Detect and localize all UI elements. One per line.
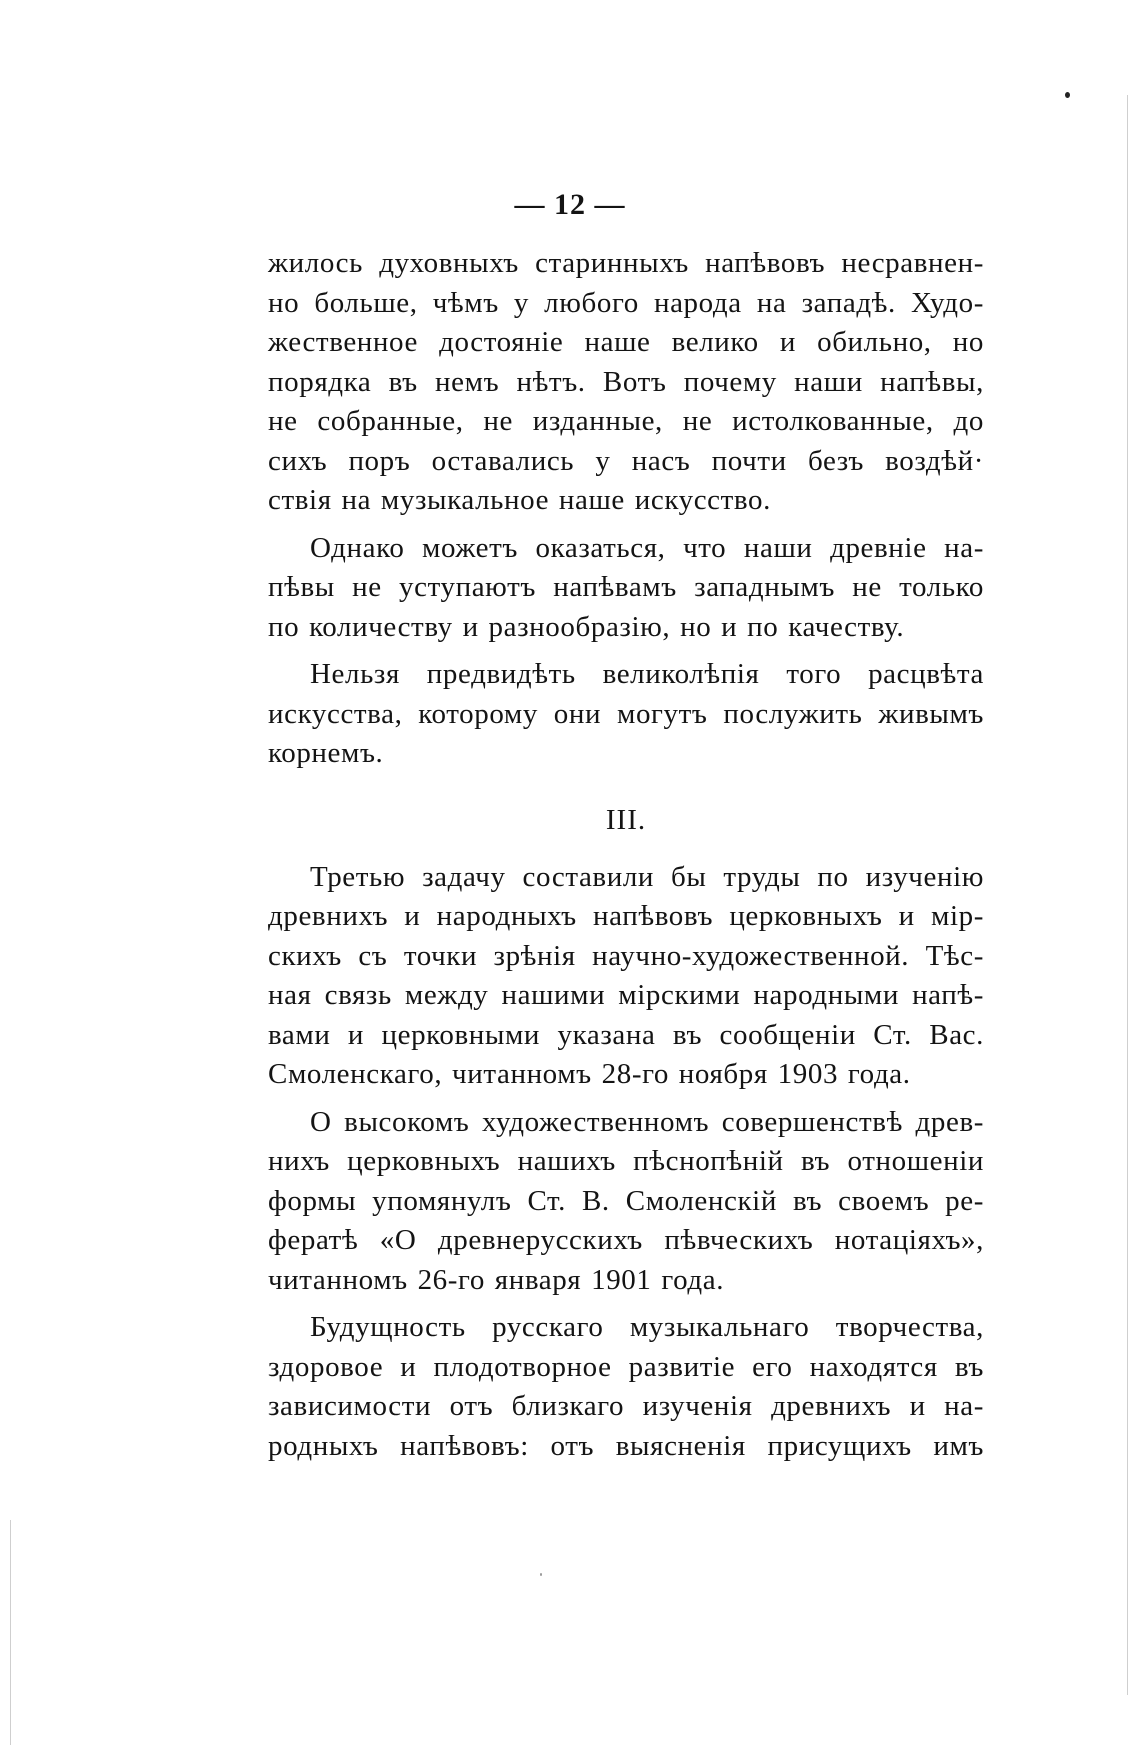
text-line: по количеству и разнообразію, но и по качеству.: [268, 610, 905, 643]
text-line: Нельзя предвидѣть великолѣпія того расцвѣта: [310, 658, 984, 690]
text-line: Однако можетъ оказаться, что наши древніе на-: [310, 531, 984, 564]
text-line: родныхъ напѣвовъ: отъ выясненія присущихъ имъ: [268, 1429, 984, 1462]
text-line: О высокомъ художественномъ совершенствѣ древ-: [310, 1105, 984, 1138]
paragraph: [268, 655, 984, 774]
text-line: читанномъ 26-го января 1901 года.: [268, 1263, 725, 1296]
text-line: сихъ поръ оставались у насъ почти безъ воздѣй·: [268, 444, 984, 477]
text-line: искусства, которому они могутъ послужить живымъ: [268, 697, 984, 730]
text-line: древнихъ и народныхъ напѣвовъ церковныхъ и мір-: [268, 900, 984, 932]
text-line: корнемъ.: [268, 737, 384, 769]
ink-speck: [1065, 92, 1070, 98]
paragraph: [268, 1103, 984, 1301]
text-line: не собранные, не изданные, не истолкованные, до: [268, 405, 984, 437]
text-line: вами и церковными указана въ сообщеніи Ст. Вас.: [268, 1018, 984, 1051]
text-line: пѣвы не уступаютъ напѣвамъ западнымъ не только: [268, 571, 984, 603]
text-line: Будущность русскаго музыкальнаго творчества,: [310, 1311, 984, 1343]
page-edge-line: [1127, 95, 1128, 1695]
text-line: порядка въ немъ нѣтъ. Вотъ почему наши напѣвы,: [268, 365, 984, 398]
section-heading: III.: [605, 803, 647, 836]
paragraph: [268, 1308, 984, 1466]
ink-speck: [540, 1573, 542, 1576]
paragraph: [268, 858, 984, 1095]
text-line: нихъ церковныхъ нашихъ пѣснопѣній въ отношеніи: [268, 1145, 984, 1177]
text-line: скихъ съ точки зрѣнія научно-художественной. Тѣс-: [268, 939, 984, 972]
text-line: жественное достояніе наше велико и обильно, но: [268, 326, 984, 358]
text-line: ствія на музыкальное наше искусство.: [268, 484, 771, 516]
page-body: [268, 244, 984, 1466]
page-number: — 12 —: [514, 188, 626, 221]
text-line: зависимости отъ близкаго изученія древнихъ и на-: [268, 1390, 984, 1422]
text-line: ная связь между нашими мірскими народными напѣ-: [268, 979, 984, 1011]
page-edge-line: [10, 1520, 11, 1745]
text-line: Смоленскаго, читанномъ 28-го ноября 1903 года.: [268, 1058, 911, 1090]
text-line: Третью задачу составили бы труды по изученію: [310, 860, 984, 893]
text-line: но больше, чѣмъ у любого народа на западѣ. Худо-: [268, 286, 984, 319]
paragraph: [268, 529, 984, 648]
paragraph: [268, 244, 984, 521]
text-line: фератѣ «О древнерусскихъ пѣвческихъ нотаціяхъ»,: [268, 1224, 984, 1256]
text-line: формы упомянулъ Ст. В. Смоленскій въ своемъ ре-: [268, 1184, 984, 1217]
text-line: жилось духовныхъ старинныхъ напѣвовъ несравнен-: [268, 247, 984, 279]
text-line: здоровое и плодотворное развитіе его находятся въ: [268, 1350, 984, 1383]
